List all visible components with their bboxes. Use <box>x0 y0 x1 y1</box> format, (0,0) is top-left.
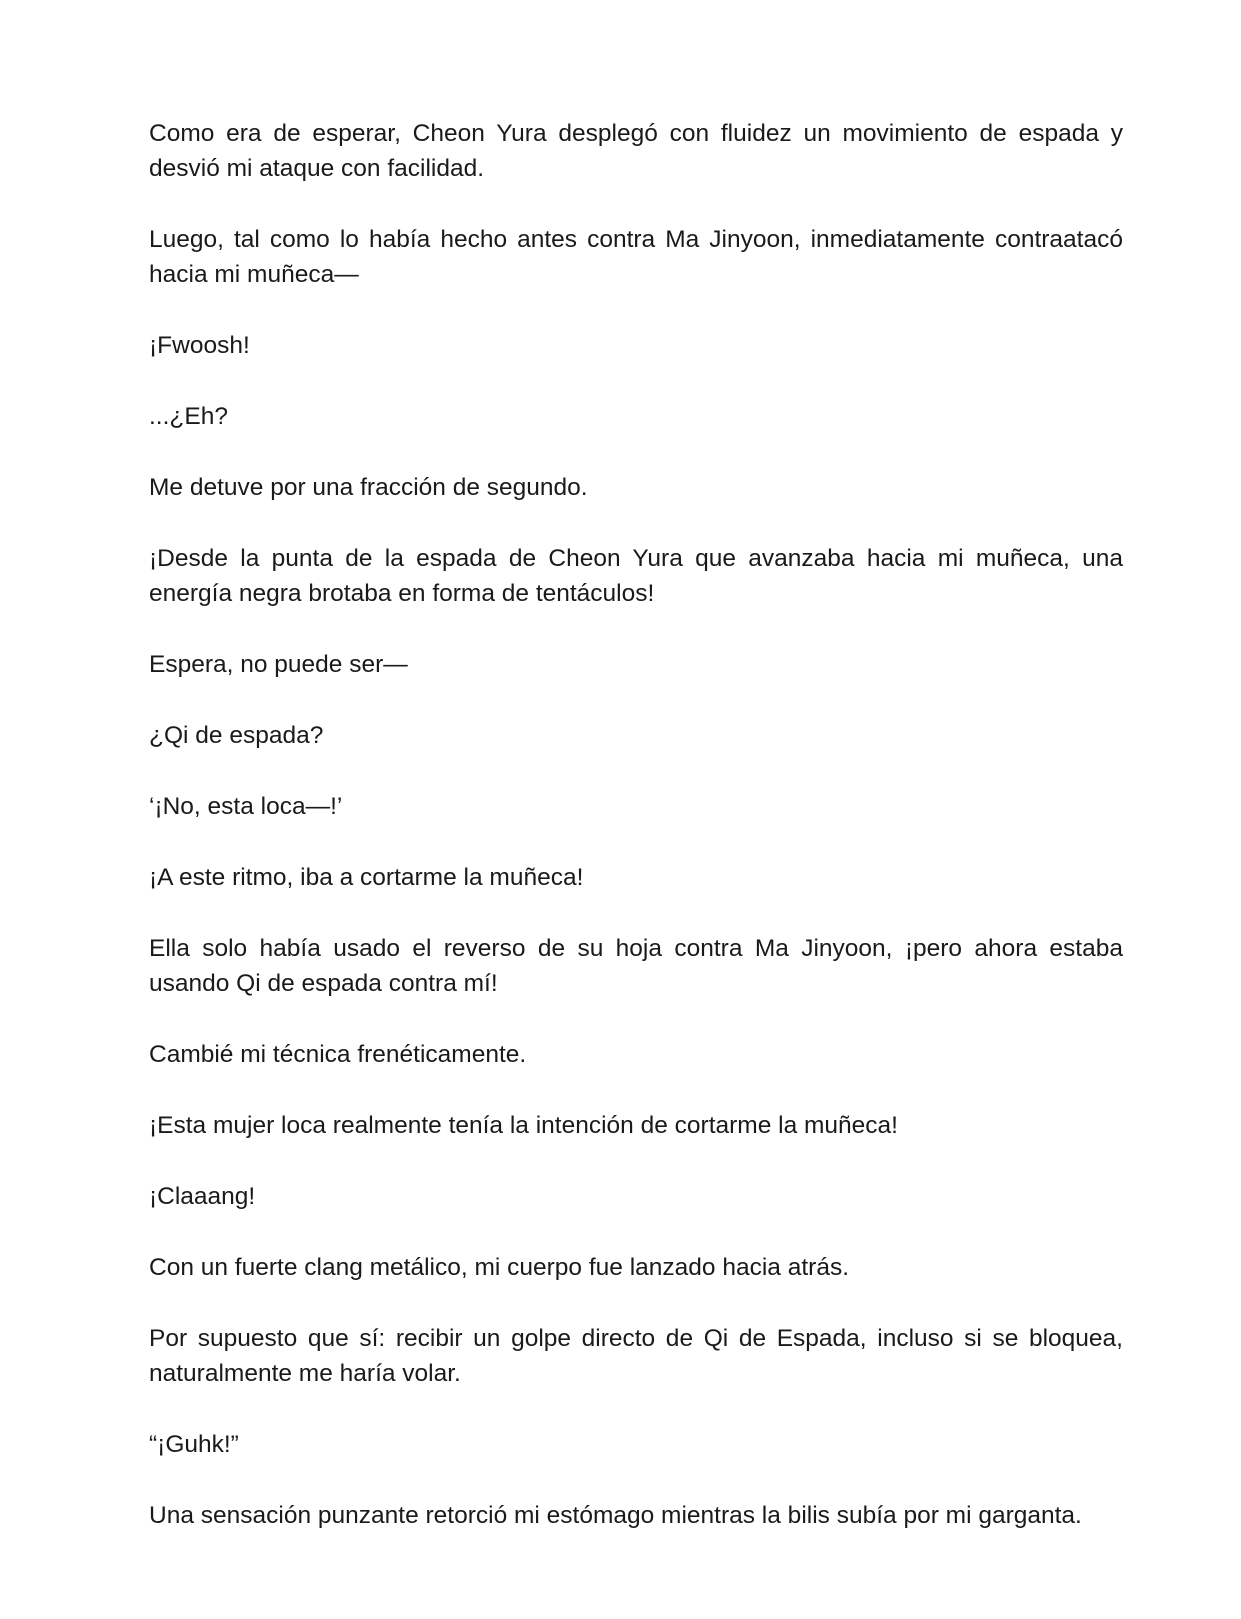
paragraph: Espera, no puede ser— <box>149 651 408 678</box>
paragraph: ¡Fwoosh! <box>149 332 250 359</box>
paragraph: ¡Desde la punta de la espada de Cheon Yura que avanzaba hacia mi muñeca, una energía negra brotaba en forma de tentáculos! <box>149 545 1123 607</box>
paragraph: ¡Esta mujer loca realmente tenía la intención de cortarme la muñeca! <box>149 1112 898 1139</box>
paragraph: Me detuve por una fracción de segundo. <box>149 474 588 501</box>
paragraph: ¡A este ritmo, iba a cortarme la muñeca! <box>149 864 584 891</box>
paragraph: Como era de esperar, Cheon Yura desplegó con fluidez un movimiento de espada y desvió mi ataque con facilidad. <box>149 120 1123 182</box>
paragraph: Con un fuerte clang metálico, mi cuerpo fue lanzado hacia atrás. <box>149 1254 850 1281</box>
paragraph: Por supuesto que sí: recibir un golpe directo de Qi de Espada, incluso si se bloquea, naturalmente me haría volar. <box>149 1325 1123 1387</box>
paragraph: Luego, tal como lo había hecho antes contra Ma Jinyoon, inmediatamente contraatacó hacia mi muñeca— <box>149 226 1123 288</box>
paragraph: Una sensación punzante retorció mi estómago mientras la bilis subía por mi garganta. <box>149 1502 1082 1529</box>
paragraph: ¿Qi de espada? <box>149 722 324 749</box>
paragraph: ‘¡No, esta loca—!’ <box>149 793 343 820</box>
paragraph: ...¿Eh? <box>149 403 228 430</box>
paragraph: Ella solo había usado el reverso de su hoja contra Ma Jinyoon, ¡pero ahora estaba usando Qi de espada contra mí! <box>149 935 1123 997</box>
paragraph: Cambié mi técnica frenéticamente. <box>149 1041 527 1068</box>
paragraph: ¡Claaang! <box>149 1183 256 1210</box>
document-body <box>149 116 1123 1569</box>
paragraph: “¡Guhk!” <box>149 1431 239 1458</box>
